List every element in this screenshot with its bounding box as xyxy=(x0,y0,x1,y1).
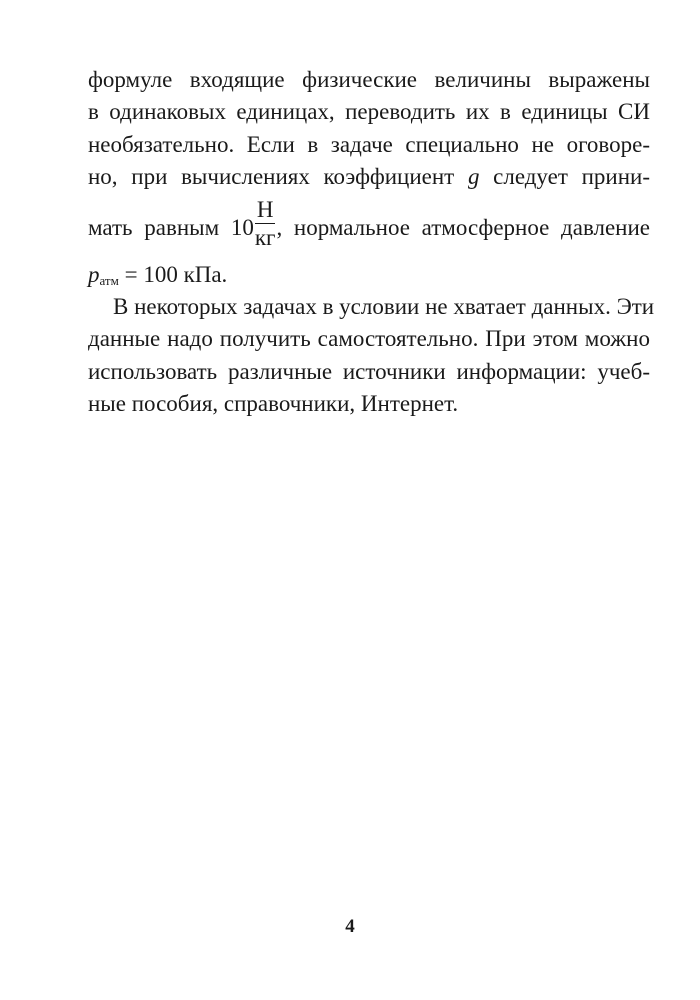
text-segment: , нормальное атмосферное давление xyxy=(276,214,651,240)
g-symbol: g xyxy=(467,164,480,190)
text-line: ные пособия, справочники, Интернет. xyxy=(88,391,459,417)
text-line: формуле входящие физические величины выражены xyxy=(88,67,650,92)
p-subscript: атм xyxy=(99,272,119,288)
p-symbol: p xyxy=(88,261,100,287)
text-line: В некоторых задачах в условии не хватает данных. Эти xyxy=(113,294,655,320)
text-segment: = 100 кПа. xyxy=(118,261,228,287)
body-text xyxy=(88,64,655,421)
text-line xyxy=(88,259,650,291)
text-line-with-fraction xyxy=(88,196,651,255)
page-number: 4 xyxy=(345,916,355,937)
text-line: необязательно. Если в задаче специально не оговоре- xyxy=(88,131,650,157)
text-line: использовать различные источники информации: учеб- xyxy=(88,358,650,384)
text-line: данные надо получить самостоятельно. При этом можно xyxy=(88,326,650,352)
fraction-n-per-kg xyxy=(255,198,276,249)
fraction-numerator: Н xyxy=(256,196,274,222)
text-segment: но, при вычислениях коэффициент xyxy=(88,164,468,190)
text-line: в одинаковых единицах, переводить их в единицы СИ xyxy=(88,99,650,125)
text-segment: мать равным 10 xyxy=(88,214,254,240)
text-line xyxy=(88,161,650,193)
text-segment: следует прини- xyxy=(479,164,650,190)
fraction-denominator: кг xyxy=(254,224,276,250)
